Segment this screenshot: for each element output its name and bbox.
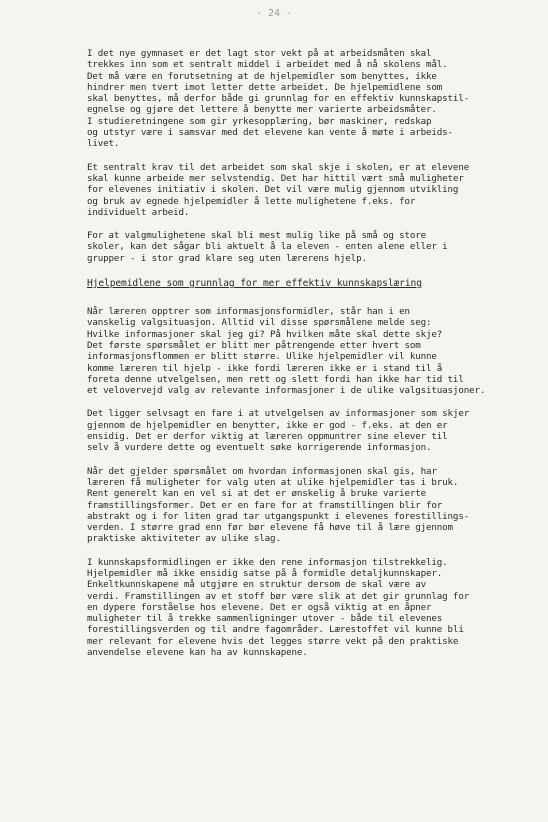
text-line: grupper - i stor grad klare seg uten lærerens hjelp. <box>87 252 367 264</box>
text-line: egnelse og gjøre det lettere å benytte mer varierte arbeidsmåter. <box>87 104 437 116</box>
text-line: livet. <box>87 138 120 150</box>
text-line: informasjonsflommen er blitt større. Ulike hjelpemidler vil kunne <box>87 351 437 363</box>
text-line: hindrer men tvert imot letter dette arbeidet. De hjelpemidlene som <box>87 81 443 93</box>
text-line: skoler, kan det sågar bli aktuelt å la eleven - enten alene eller i <box>87 241 448 253</box>
text-line: abstrakt og i for liten grad tar utgangspunkt i elevenes forestillings- <box>87 510 470 522</box>
text-line: I studieretningene som gir yrkesopplæring, bør maskiner, redskap <box>87 115 432 127</box>
text-line: Rent generelt kan en vel si at det er ønskelig å bruke varierte <box>87 488 427 500</box>
text-line: og utstyr være i samsvar med det elevene kan vente å møte i arbeids- <box>87 127 453 139</box>
text-line: Et sentralt krav til det arbeidet som skal skje i skolen, er at elevene <box>87 161 470 173</box>
text-line: individuelt arbeid. <box>87 206 190 218</box>
text-line: For at valgmulighetene skal bli mest mulig like på små og store <box>87 230 427 242</box>
paragraph-5 <box>87 408 470 454</box>
text-line: Det må være en forutsetning at de hjelpemidler som benyttes, ikke <box>87 70 437 82</box>
text-line: for elevenes initiativ i skolen. Det vil være mulig gjennom utvikling <box>87 184 459 196</box>
paragraph-1 <box>87 48 470 150</box>
text-line: I kunnskapsformidlingen er ikke den rene informasjon tilstrekkelig. <box>87 556 448 568</box>
text-line: Det første spørsmålet er blitt mer påtrengende etter hvert som <box>87 339 421 351</box>
text-line: mer relevant for elevene hvis det legges større vekt på den praktiske <box>87 635 459 647</box>
text-line: forestillingsverden og til andre fagområder. Lærestoffet vil kunne bli <box>87 624 464 636</box>
text-line: skal kunne arbeide mer selvstendig. Det har hittil vært små muligheter <box>87 172 464 184</box>
text-line: ensidig. Det er derfor viktig at læreren oppmuntrer sine elever til <box>87 431 448 443</box>
text-line: Når det gjelder spørsmålet om hvordan informasjonen skal gis, har <box>87 465 437 477</box>
page-number: - 24 - <box>255 8 293 19</box>
text-line: Enkeltkunnskapene må utgjøre en struktur dersom de skal være av <box>87 579 427 591</box>
text-line: gjennom de hjelpemidler en benytter, ikke er god - f.eks. at den er <box>87 419 448 431</box>
paragraph-4 <box>87 306 486 397</box>
text-line: muligheter til å trekke sammenligninger utover - både til elevenes <box>87 613 443 625</box>
text-line: en dypere forståelse hos elevene. Det er også viktig at en åpner <box>87 601 432 613</box>
text-line: vanskelig valgsituasjon. Alltid vil disse spørsmålene melde seg: <box>87 317 432 329</box>
document-body <box>87 48 486 670</box>
paragraph-6 <box>87 465 470 545</box>
text-line: trekkes inn som et sentralt middel i arbeidet med å nå skolens mål. <box>87 59 448 71</box>
text-line: Når læreren opptrer som informasjonsformidler, står han i en <box>87 306 410 318</box>
text-line: et velovervejd valg av relevante informasjoner i de ulike valgsituasjoner. <box>87 385 486 397</box>
text-line: foreta denne utvelgelsen, men rett og slett fordi han ikke har tid til <box>87 373 464 385</box>
text-line: komme læreren til hjelp - ikke fordi læreren ikke er i stand til å <box>87 362 443 374</box>
text-line: Hjelpemidler må ikke ensidig satse på å formidle detaljkunnskaper. <box>87 567 443 579</box>
section-heading: Hjelpemidlene som grunnlag for mer effektiv kunnskapslæring <box>87 278 422 290</box>
text-line: I det nye gymnaset er det lagt stor vekt på at arbeidsmåten skal <box>87 48 432 59</box>
text-line: anvendelse elevene kan ha av kunnskapene. <box>87 647 308 659</box>
text-line: og bruk av egnede hjelpemidler å lette mulighetene f.eks. for <box>87 195 416 207</box>
text-line: læreren få muligheter for valg uten at ulike hjelpemidler tas i bruk. <box>87 476 459 488</box>
text-line: Hvilke informasjoner skal jeg gi? På hvilken måte skal dette skje? <box>87 328 443 340</box>
text-line: skal benyttes, må derfor både gi grunnlag for en effektiv kunnskapstil- <box>87 93 470 105</box>
text-line: framstillingsformer. Det er en fare for at framstillingen blir for <box>87 499 443 511</box>
text-line: verdi. Framstillingen av et stoff bør være slik at det gir grunnlag for <box>87 590 470 602</box>
paragraph-2 <box>87 161 470 218</box>
text-line: verden. I større grad enn før bør elevene få høve til å lære gjennom <box>87 522 453 534</box>
paragraph-3 <box>87 230 467 264</box>
text-line: praktiske aktiviteter av ulike slag. <box>87 533 281 545</box>
paragraph-7 <box>87 556 470 659</box>
text-line: Det ligger selvsagt en fare i at utvelgelsen av informasjoner som skjer <box>87 408 470 420</box>
text-line: selv å vurdere dette og eventuelt søke korrigerende informasjon. <box>87 442 432 454</box>
